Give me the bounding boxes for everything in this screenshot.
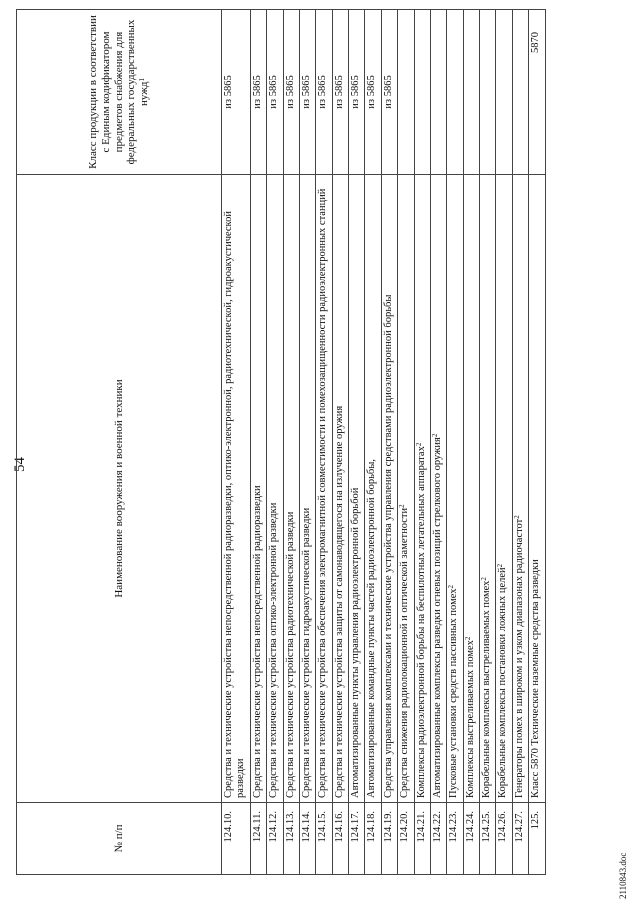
row-class-code: из 5865	[299, 10, 315, 175]
table-row	[365, 10, 381, 875]
table-row	[267, 10, 283, 875]
row-class-code: из 5865	[267, 10, 283, 175]
table-row	[430, 10, 446, 875]
row-name-text: Средства и технические устройства оптико-электронной разведки	[268, 502, 280, 798]
row-class-code	[496, 10, 512, 175]
row-name	[332, 175, 348, 803]
row-number: 124.11.	[250, 803, 266, 875]
row-class-code: из 5865	[349, 10, 365, 175]
document-code: 2110843.doc	[618, 852, 628, 899]
table-row	[512, 10, 528, 875]
row-number: 124.24.	[463, 803, 479, 875]
row-number: 124.10.	[222, 803, 251, 875]
row-class-code	[430, 10, 446, 175]
row-name	[250, 175, 266, 803]
row-name	[381, 175, 397, 803]
footnote-marker: 2	[512, 515, 521, 519]
row-class-code: из 5865	[381, 10, 397, 175]
row-class-code	[447, 10, 463, 175]
row-name	[512, 175, 528, 803]
row-number: 124.20.	[398, 803, 414, 875]
row-name-text: Средства управления комплексами и технические устройства управления средствами радиоэлектронной борьбы	[382, 294, 394, 798]
row-name	[463, 175, 479, 803]
row-number: 124.21.	[414, 803, 430, 875]
row-name-text: Средства и технические устройства непосредственной радиоразведки	[251, 485, 263, 798]
header-code-text: Класс продукции в соответствии с Единым кодификатором предметов снабжения для федеральных государственных нужд	[86, 15, 151, 169]
row-name-text: Средства и технические устройства защиты от самонаводящегося на излучение оружия	[333, 405, 345, 798]
table-row	[381, 10, 397, 875]
footnote-marker: 2	[480, 577, 488, 581]
row-number: 124.17.	[349, 803, 365, 875]
row-name-text: Средства и технические устройства гидроакустической разведки	[300, 507, 312, 798]
row-name	[398, 175, 414, 803]
footnote-marker: 2	[496, 563, 505, 568]
table-row	[496, 10, 512, 875]
row-name-text: Средства и технические устройства обеспечения электромагнитной совместимости и помехозащищенности радиоэлектронных станций	[317, 188, 329, 798]
row-name-text: Комплексы радиоэлектронной борьбы на беспилотных летательных аппаратах	[415, 446, 427, 798]
table-row	[447, 10, 463, 875]
row-number: 124.18.	[365, 803, 381, 875]
row-name	[496, 175, 512, 803]
table-row	[316, 10, 332, 875]
row-name	[480, 175, 496, 803]
row-number: 124.16.	[332, 803, 348, 875]
equipment-table	[16, 9, 546, 875]
row-name-text: Генераторы помех в широком и узком диапазонах радиочастот	[513, 518, 525, 798]
table-row	[398, 10, 414, 875]
header-name-text: Наименование вооружения и военной техники	[112, 379, 125, 598]
row-number: 124.23.	[447, 803, 463, 875]
header-code	[17, 10, 222, 175]
row-name	[414, 175, 430, 803]
table-row	[250, 10, 266, 875]
row-name	[529, 175, 545, 803]
row-name-text: Автоматизированные пункты управления радиоэлектронной борьбой	[350, 487, 361, 798]
footnote-marker: 2	[430, 433, 439, 438]
row-class-code: из 5865	[283, 10, 299, 175]
row-number: 124.12.	[267, 803, 283, 875]
table-row	[222, 10, 251, 875]
row-name-text: Средства снижения радиолокационной и оптической заметности	[399, 507, 411, 798]
row-name	[267, 175, 283, 803]
row-name-text: Класс 5870 Технические наземные средства разведки	[530, 559, 542, 798]
footnote-marker: 2	[414, 442, 423, 447]
row-name-text: Автоматизированные командные пункты частей радиоэлектронной борьбы,	[366, 459, 378, 798]
footnote-marker: 2	[447, 585, 456, 589]
table-row	[349, 10, 365, 875]
row-name	[349, 175, 365, 803]
row-name-text: Средства и технические устройства непосредственной радиоразведки, оптико-электронной, радиотехнической, гидроакустической разведки	[223, 211, 247, 798]
header-num	[17, 803, 222, 875]
row-name-text: Корабельные комплексы выстреливаемых помех	[481, 580, 492, 798]
table-row	[529, 10, 545, 875]
row-number: 124.27.	[512, 803, 528, 875]
row-name	[447, 175, 463, 803]
footnote-marker: 2	[398, 504, 407, 508]
row-name	[430, 175, 446, 803]
row-number: 124.13.	[283, 803, 299, 875]
row-number: 124.19.	[381, 803, 397, 875]
row-name-text: Комплексы выстреливаемых помех	[464, 640, 476, 798]
row-number: 124.25.	[480, 803, 496, 875]
row-number: 124.22.	[430, 803, 446, 875]
row-class-code: из 5865	[250, 10, 266, 175]
row-name	[222, 175, 251, 803]
row-name-text: Пусковые установки средств пассивных помех	[448, 588, 460, 798]
row-class-code	[480, 10, 496, 175]
row-number: 125.	[529, 803, 545, 875]
row-name	[299, 175, 315, 803]
table-body	[222, 10, 546, 875]
footnote-marker: 2	[463, 636, 472, 641]
row-class-code: из 5865	[365, 10, 381, 175]
row-class-code: 5870	[529, 10, 545, 175]
table-row	[332, 10, 348, 875]
table-row	[463, 10, 479, 875]
table-row	[283, 10, 299, 875]
table-row	[414, 10, 430, 875]
row-class-code	[512, 10, 528, 175]
row-name	[316, 175, 332, 803]
row-class-code	[398, 10, 414, 175]
row-class-code: из 5865	[316, 10, 332, 175]
row-class-code: из 5865	[332, 10, 348, 175]
row-name	[283, 175, 299, 803]
row-class-code: из 5865	[222, 10, 251, 175]
header-name	[17, 175, 222, 803]
row-name	[365, 175, 381, 803]
table-header-row	[17, 10, 222, 875]
row-name-text: Корабельные комплексы постановки ложных целей	[497, 567, 509, 798]
row-name-text: Средства и технические устройства радиотехнической разведки	[284, 511, 296, 798]
row-number: 124.26.	[496, 803, 512, 875]
row-class-code	[463, 10, 479, 175]
row-class-code	[414, 10, 430, 175]
header-code-footnote: 1	[138, 78, 147, 82]
row-number: 124.15.	[316, 803, 332, 875]
table-row	[299, 10, 315, 875]
row-number: 124.14.	[299, 803, 315, 875]
page-number: 54	[12, 457, 28, 472]
row-name-text: Автоматизированные комплексы разведки огневых позиций стрелкового оружия	[431, 437, 443, 798]
header-num-text: № п/п	[112, 824, 125, 853]
table-row	[480, 10, 496, 875]
